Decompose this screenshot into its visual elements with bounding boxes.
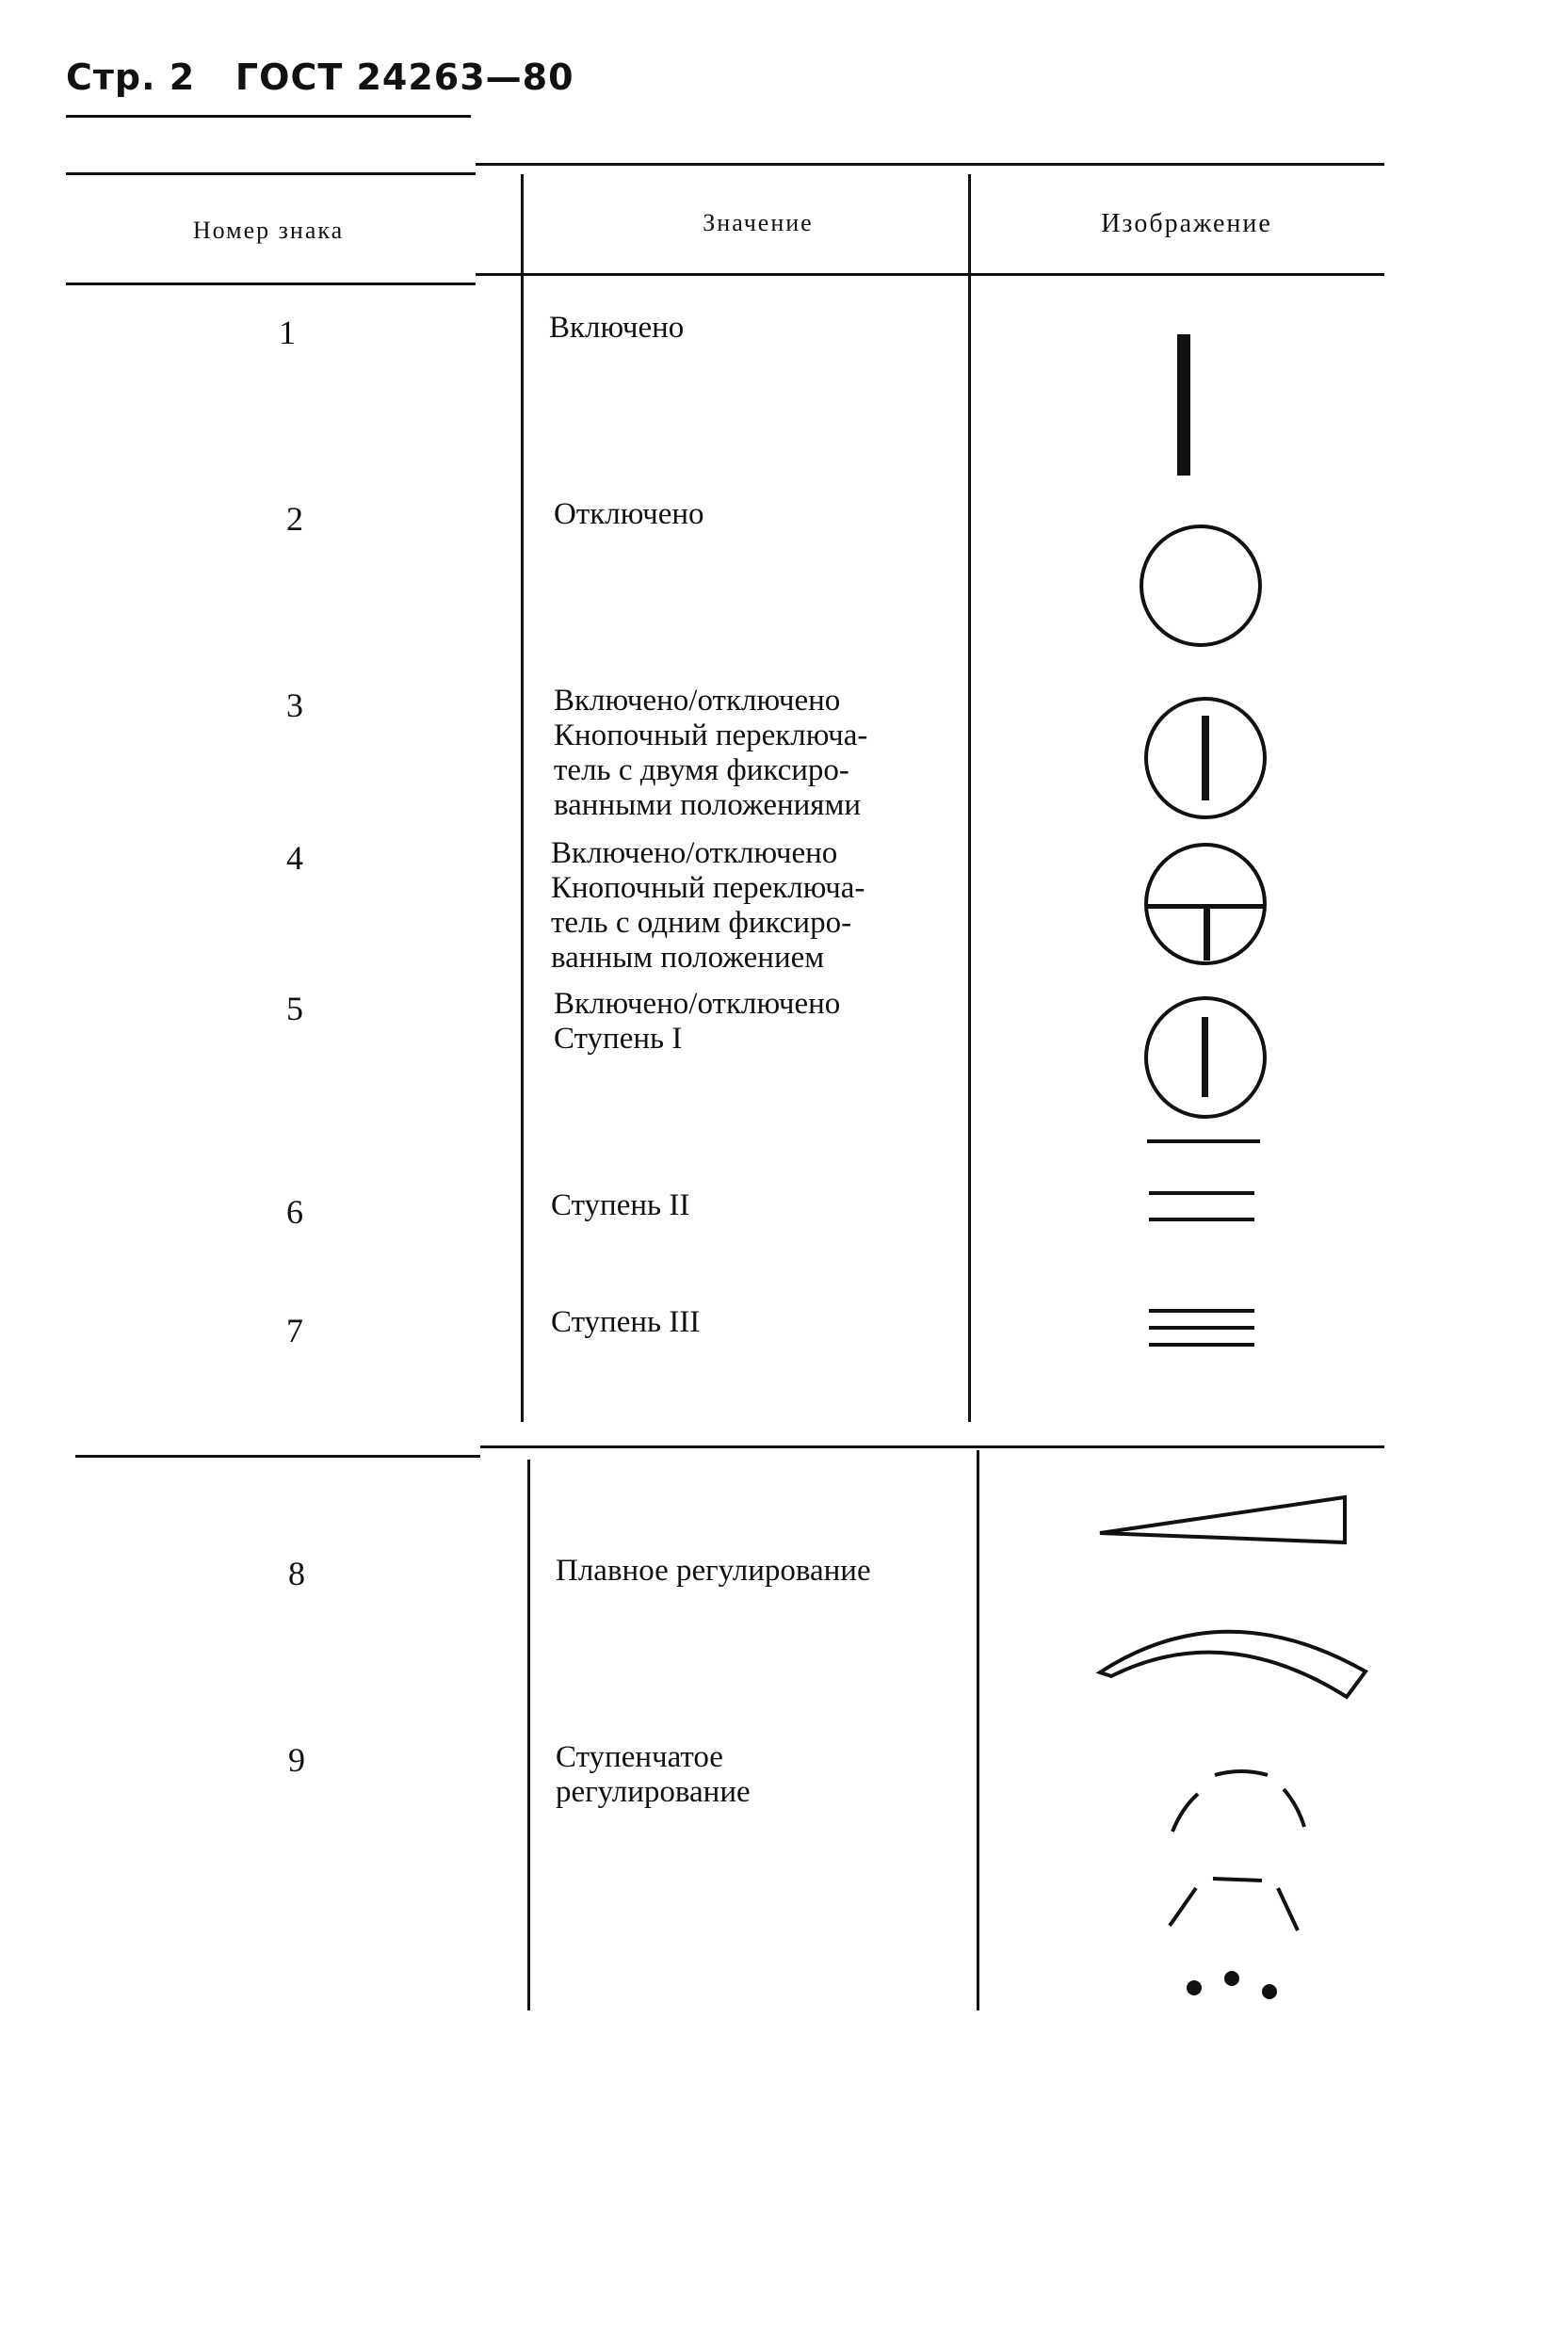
row-number: 5 [286,990,303,1027]
table-top-rule-left [66,172,476,175]
row-number: 4 [286,839,303,877]
row-number: 1 [279,314,296,351]
row-meaning: Включено/отключено Кнопочный переключа- тель с двумя фиксиро- ванными положениями [554,684,868,822]
break-rule-left [75,1455,480,1458]
column-header-number: Номер знака [192,217,345,244]
row-meaning: Ступень II [551,1188,690,1222]
row-number: 2 [286,500,303,538]
row-number: 7 [286,1312,303,1349]
row-meaning: Ступенчатое регулирование [556,1740,751,1809]
vertical-bar-icon [1168,330,1205,480]
divider-right-lower [977,1450,979,2010]
circle-with-t-icon [1130,838,1271,979]
row-meaning: Включено/отключено Кнопочный переключа- тель с одним фиксиро- ванным положением [551,836,865,975]
two-lines-icon [1140,1182,1262,1238]
standard-code: ГОСТ 24263—80 [234,57,574,98]
row-number: 3 [286,686,303,724]
row-meaning: Включено [549,311,685,345]
header-bottom-rule-left [66,283,476,285]
row-meaning: Ступень III [551,1305,701,1339]
row-number: 6 [286,1193,303,1231]
page-number: Стр. 2 [66,57,196,98]
three-lines-icon [1140,1300,1262,1365]
row-meaning: Включено/отключено Ступень I [554,987,841,1056]
column-header-image: Изображение [1101,209,1272,238]
row-meaning: Отключено [554,497,704,531]
dashed-arc-dots-icon [1158,1756,1328,2010]
circle-with-bar-icon [1130,692,1271,833]
row-meaning: Плавное регулирование [556,1554,871,1588]
page-header [66,57,574,98]
header-underline [66,115,471,118]
circle-icon [1130,523,1271,664]
row-number: 9 [288,1741,305,1779]
wedge-and-arc-icon [1092,1488,1375,1714]
column-header-meaning: Значение [703,209,814,236]
divider-left-lower [527,1460,530,2010]
header-bottom-rule-right [476,273,1384,276]
circle-bar-underline-icon [1130,989,1271,1158]
row-number: 8 [288,1555,305,1592]
table-top-rule-right [476,163,1384,166]
divider-left-upper [521,174,524,1422]
break-rule-right [480,1445,1384,1448]
divider-right-upper [968,174,971,1422]
